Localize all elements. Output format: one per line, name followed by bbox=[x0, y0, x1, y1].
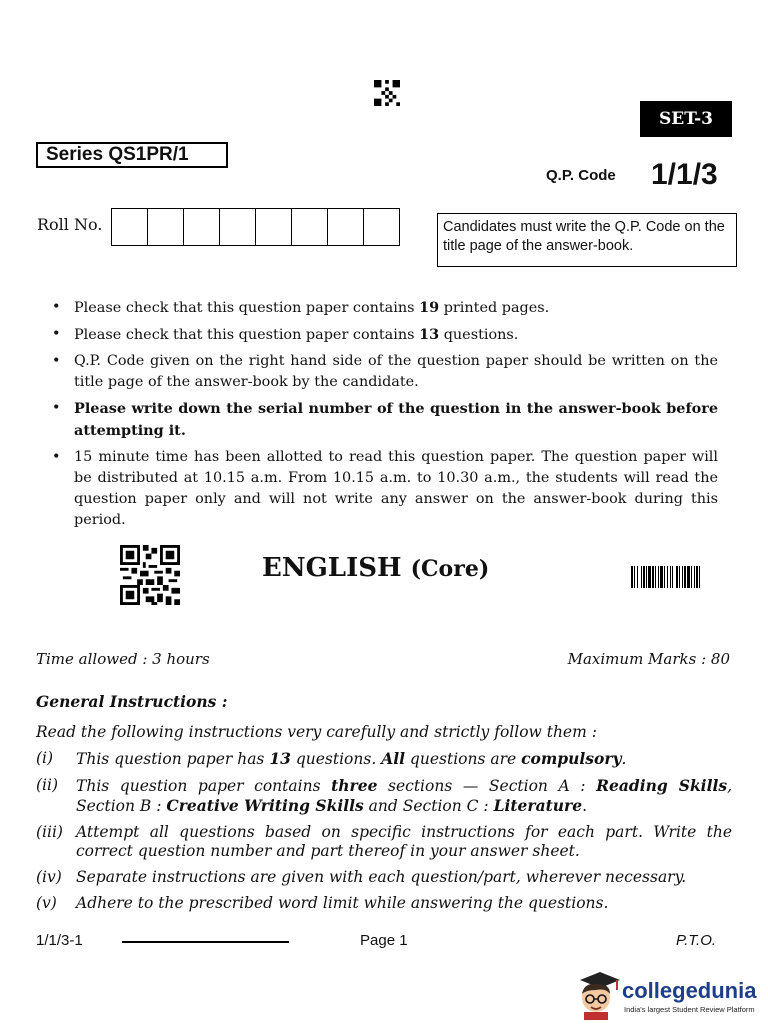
instruction-emphasis: compulsory bbox=[521, 749, 622, 768]
bullet-text: Please check that this question paper contains bbox=[74, 300, 420, 316]
general-instructions-list bbox=[36, 749, 732, 920]
bullet-text: Q.P. Code given on the right hand side of the question paper should be written on the title page of the answer-book by the candidate. bbox=[74, 353, 718, 390]
series-label: Series QS1PR/1 bbox=[36, 142, 228, 168]
roll-number-boxes bbox=[111, 208, 400, 246]
instruction-fragment: questions are bbox=[405, 750, 522, 768]
general-instructions-title: General Instructions : bbox=[36, 692, 228, 711]
instruction-fragment: . bbox=[582, 797, 588, 815]
qr-code-icon bbox=[373, 80, 401, 106]
barcode-bar bbox=[637, 566, 638, 588]
instruction-fragment: This question paper contains bbox=[76, 777, 332, 795]
roll-number-label: Roll No. bbox=[37, 215, 103, 234]
barcode-bar bbox=[682, 566, 683, 588]
set-badge: SET-3 bbox=[640, 101, 732, 137]
instruction-bullet bbox=[50, 351, 718, 393]
instruction-emphasis: Reading Skills bbox=[596, 776, 728, 795]
barcode-icon bbox=[631, 566, 729, 588]
bullet-emphasis: 13 bbox=[419, 326, 440, 343]
general-instruction-item bbox=[36, 776, 732, 816]
instruction-emphasis: Literature bbox=[493, 796, 583, 815]
general-instruction-item bbox=[36, 868, 732, 887]
barcode-bar bbox=[684, 566, 686, 588]
barcode-bar bbox=[672, 566, 673, 588]
barcode-bar bbox=[664, 566, 665, 588]
instruction-text bbox=[76, 749, 732, 769]
instruction-fragment: questions. bbox=[290, 750, 382, 768]
barcode-bar bbox=[658, 566, 659, 588]
instruction-fragment: Attempt all questions based on specific instructions for each part. Write the correct question number and part thereof in your answer sheet. bbox=[76, 823, 732, 860]
instruction-number: (iii) bbox=[36, 823, 63, 841]
barcode-bar bbox=[646, 566, 647, 588]
barcode-bar bbox=[648, 566, 651, 588]
barcode-bar bbox=[631, 566, 633, 588]
instruction-text bbox=[76, 823, 732, 861]
general-instruction-item bbox=[36, 894, 732, 913]
instruction-number: (ii) bbox=[36, 776, 59, 794]
barcode-bar bbox=[643, 566, 645, 588]
barcode-bar bbox=[634, 566, 635, 588]
qp-code-value: 1/1/3 bbox=[651, 158, 718, 191]
barcode-bar bbox=[696, 566, 698, 588]
barcode-bar bbox=[660, 566, 663, 588]
general-instructions-lead: Read the following instructions very carefully and strictly follow them : bbox=[36, 723, 597, 741]
instruction-fragment: , Section B : bbox=[76, 777, 733, 815]
general-instruction-item bbox=[36, 749, 732, 769]
candidate-note: Candidates must write the Q.P. Code on the title page of the answer-book. bbox=[437, 213, 737, 267]
barcode-bar bbox=[679, 566, 680, 588]
instruction-emphasis: three bbox=[331, 776, 378, 795]
instruction-text bbox=[76, 868, 732, 887]
instruction-number: (iv) bbox=[36, 868, 62, 886]
bullet-text: 15 minute time has been allotted to read this question paper. The question paper will be distributed at 10.15 a.m. From 10.15 a.m. to 10.30 a.m., the students will read the question paper only and will not write any answer on the answer-book during this period. bbox=[74, 449, 718, 528]
collegedunia-logo-icon bbox=[572, 968, 624, 1020]
bullet-text: questions. bbox=[439, 327, 519, 343]
instruction-text bbox=[76, 894, 732, 913]
barcode-bar bbox=[641, 566, 642, 588]
instruction-fragment: and Section C : bbox=[363, 797, 494, 815]
instruction-number: (i) bbox=[36, 749, 54, 767]
barcode-bar bbox=[699, 566, 700, 588]
subject-sub: (Core) bbox=[410, 556, 490, 582]
instruction-fragment: This question paper has bbox=[76, 750, 270, 768]
bullet-text: Please check that this question paper contains bbox=[74, 327, 420, 343]
barcode-bar bbox=[670, 566, 671, 588]
instruction-emphasis: Creative Writing Skills bbox=[166, 796, 364, 815]
qr-code-icon bbox=[118, 545, 182, 605]
instruction-bullet bbox=[50, 447, 718, 531]
brand-tagline: India's largest Student Review Platform bbox=[624, 1005, 755, 1014]
instruction-fragment: Separate instructions are given with each question/part, wherever necessary. bbox=[76, 868, 687, 886]
barcode-bar bbox=[694, 566, 695, 588]
general-instruction-item bbox=[36, 823, 732, 861]
bullet-emphasis: 19 bbox=[419, 299, 440, 316]
instruction-fragment: . bbox=[621, 750, 627, 768]
subject-title bbox=[262, 553, 489, 583]
instruction-bullet bbox=[50, 398, 718, 442]
bullet-text: printed pages. bbox=[439, 300, 550, 316]
instruction-emphasis: All bbox=[381, 749, 405, 768]
barcode-bar bbox=[652, 566, 654, 588]
barcode-bar bbox=[667, 566, 668, 588]
barcode-bar bbox=[691, 566, 692, 588]
instruction-emphasis: 13 bbox=[269, 749, 291, 768]
instruction-bullet bbox=[50, 297, 718, 319]
instruction-bullet bbox=[50, 324, 718, 346]
pto-label: P.T.O. bbox=[676, 932, 717, 949]
barcode-bar bbox=[676, 566, 678, 588]
footer-rule bbox=[122, 941, 289, 943]
instruction-text bbox=[76, 776, 732, 816]
subject-main: ENGLISH bbox=[262, 553, 402, 583]
instruction-number: (v) bbox=[36, 894, 57, 912]
instruction-fragment: sections — Section A : bbox=[377, 777, 597, 795]
barcode-bar bbox=[687, 566, 690, 588]
preliminary-instructions bbox=[50, 297, 718, 536]
brand-name: collegedunia bbox=[622, 978, 757, 1003]
barcode-bar bbox=[655, 566, 656, 588]
bullet-emphasis: Please write down the serial number of the question in the answer-book before attempting it. bbox=[74, 400, 718, 439]
instruction-fragment: Adhere to the prescribed word limit while answering the questions. bbox=[76, 894, 609, 912]
page-code: 1/1/3-1 bbox=[36, 932, 83, 949]
page-number: Page 1 bbox=[360, 932, 408, 949]
time-allowed: Time allowed : 3 hours bbox=[36, 650, 210, 668]
maximum-marks: Maximum Marks : 80 bbox=[567, 650, 730, 668]
qp-code-label: Q.P. Code bbox=[546, 167, 616, 184]
